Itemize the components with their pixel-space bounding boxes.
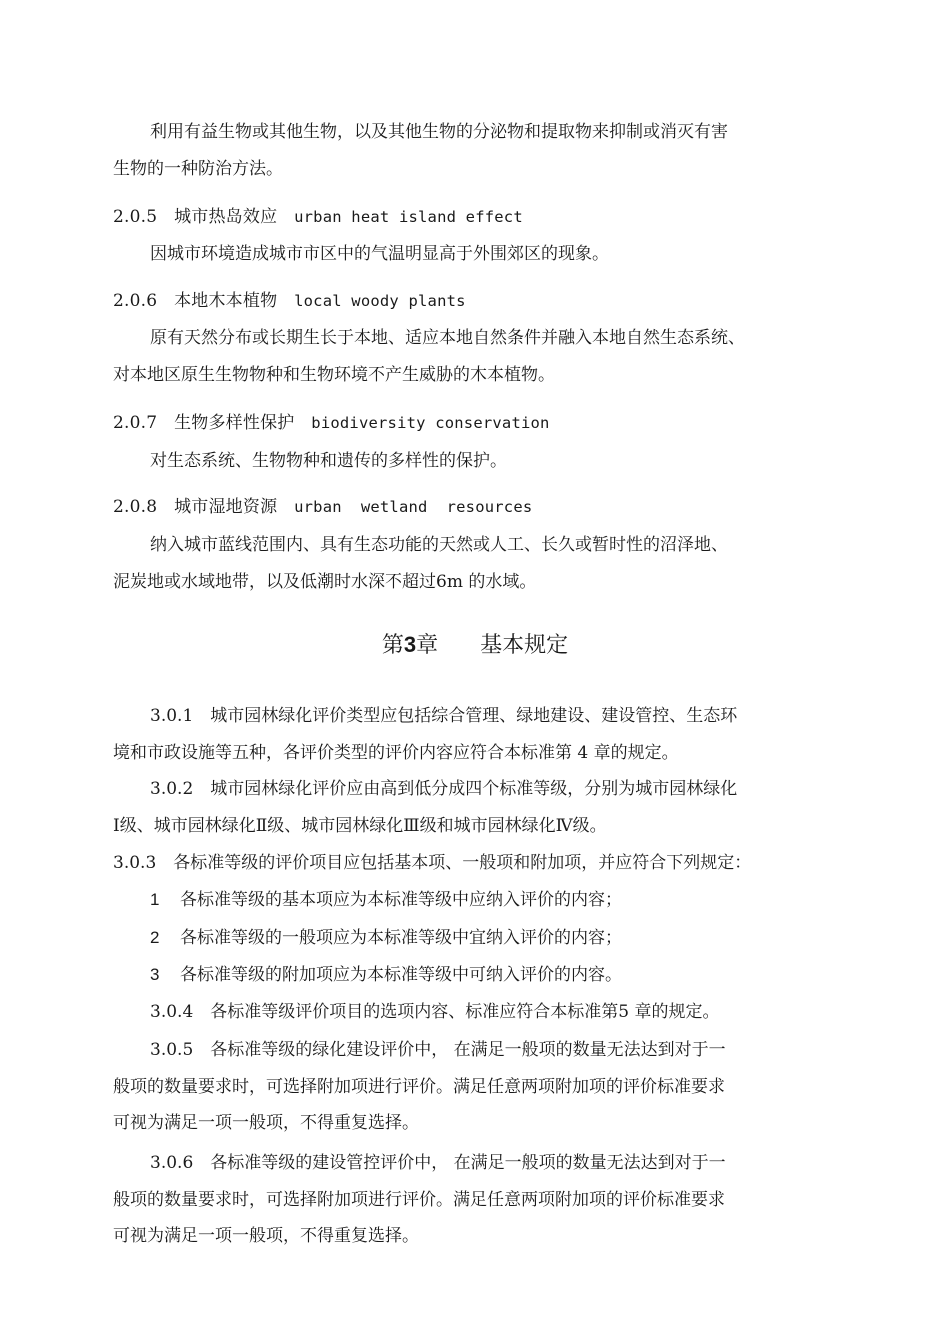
- list-item: [150, 889, 850, 911]
- clause-line: 3.0.3 各标准等级的评价项目应包括基本项、一般项和附加项，并应符合下列规定：: [113, 853, 752, 873]
- term-definition: 因城市环境造成城市市区中的气温明显高于外围郊区的现象。: [150, 244, 609, 264]
- clause-line: 3.0.5 各标准等级的绿化建设评价中， 在满足一般项的数量无法达到对于一: [150, 1040, 726, 1060]
- term-chinese: 本地木本植物: [174, 291, 278, 311]
- clause-line: 3.0.6 各标准等级的建设管控评价中， 在满足一般项的数量无法达到对于一: [150, 1153, 726, 1173]
- list-item-number: 1: [150, 890, 160, 909]
- clause-line: 3.0.1 城市园林绿化评价类型应包括综合管理、绿地建设、建设管控、生态环: [150, 706, 738, 726]
- paragraph-line: 利用有益生物或其他生物，以及其他生物的分泌物和提取物来抑制或消灭有害: [150, 122, 728, 142]
- list-item-number: 2: [150, 928, 160, 947]
- term-definition: 泥炭地或水域地带，以及低潮时水深不超过6m 的水域。: [113, 572, 537, 592]
- list-item-text: 各标准等级的一般项应为本标准等级中宜纳入评价的内容；: [180, 928, 622, 948]
- chapter-title: 基本规定: [480, 633, 569, 658]
- chapter-heading: [0, 630, 950, 661]
- term-code: 2.0.5: [113, 207, 158, 227]
- list-item-text: 各标准等级的基本项应为本标准等级中应纳入评价的内容；: [180, 890, 622, 910]
- term-2-0-8-heading: [113, 496, 813, 518]
- term-code: 2.0.6: [113, 291, 158, 311]
- term-definition: 纳入城市蓝线范围内、具有生态功能的天然或人工、长久或暂时性的沼泽地、: [150, 535, 728, 555]
- term-definition: 原有天然分布或长期生长于本地、适应本地自然条件并融入本地自然生态系统、: [150, 328, 745, 348]
- term-english: urban wetland resources: [294, 498, 533, 516]
- term-definition: 对生态系统、生物物种和遗传的多样性的保护。: [150, 451, 507, 471]
- list-item-text: 各标准等级的附加项应为本标准等级中可纳入评价的内容。: [180, 965, 622, 985]
- term-chinese: 城市湿地资源: [174, 497, 278, 517]
- list-item: [150, 927, 850, 949]
- list-item: [150, 964, 850, 986]
- clause-line: 3.0.2 城市园林绿化评价应由高到低分成四个标准等级，分别为城市园林绿化: [150, 779, 738, 799]
- chapter-suffix: 章: [416, 633, 439, 658]
- term-2-0-7-heading: [113, 412, 813, 434]
- clause-line: 般项的数量要求时，可选择附加项进行评价。满足任意两项附加项的评价标准要求: [113, 1077, 725, 1097]
- term-code: 2.0.8: [113, 497, 158, 517]
- clause-line: 3.0.4 各标准等级评价项目的选项内容、标准应符合本标准第5 章的规定。: [150, 1002, 720, 1022]
- term-chinese: 生物多样性保护: [174, 413, 295, 433]
- clause-line: Ⅰ级、城市园林绿化Ⅱ级、城市园林绿化Ⅲ级和城市园林绿化Ⅳ级。: [113, 816, 607, 836]
- clause-line: 可视为满足一项一般项，不得重复选择。: [113, 1113, 419, 1133]
- term-chinese: 城市热岛效应: [174, 207, 278, 227]
- clause-line: 可视为满足一项一般项，不得重复选择。: [113, 1226, 419, 1246]
- list-item-number: 3: [150, 965, 160, 984]
- clause-line: 般项的数量要求时，可选择附加项进行评价。满足任意两项附加项的评价标准要求: [113, 1190, 725, 1210]
- term-2-0-5-heading: [113, 206, 813, 228]
- term-code: 2.0.7: [113, 413, 158, 433]
- term-english: biodiversity conservation: [311, 414, 550, 432]
- chapter-number: 3: [403, 632, 417, 657]
- term-english: urban heat island effect: [294, 208, 523, 226]
- paragraph-line: 生物的一种防治方法。: [113, 159, 283, 179]
- chapter-prefix: 第: [381, 633, 404, 658]
- term-2-0-6-heading: [113, 290, 813, 312]
- clause-line: 境和市政设施等五种，各评价类型的评价内容应符合本标准第 4 章的规定。: [113, 743, 679, 763]
- term-english: local woody plants: [294, 292, 466, 310]
- term-definition: 对本地区原生生物物种和生物环境不产生威胁的木本植物。: [113, 365, 555, 385]
